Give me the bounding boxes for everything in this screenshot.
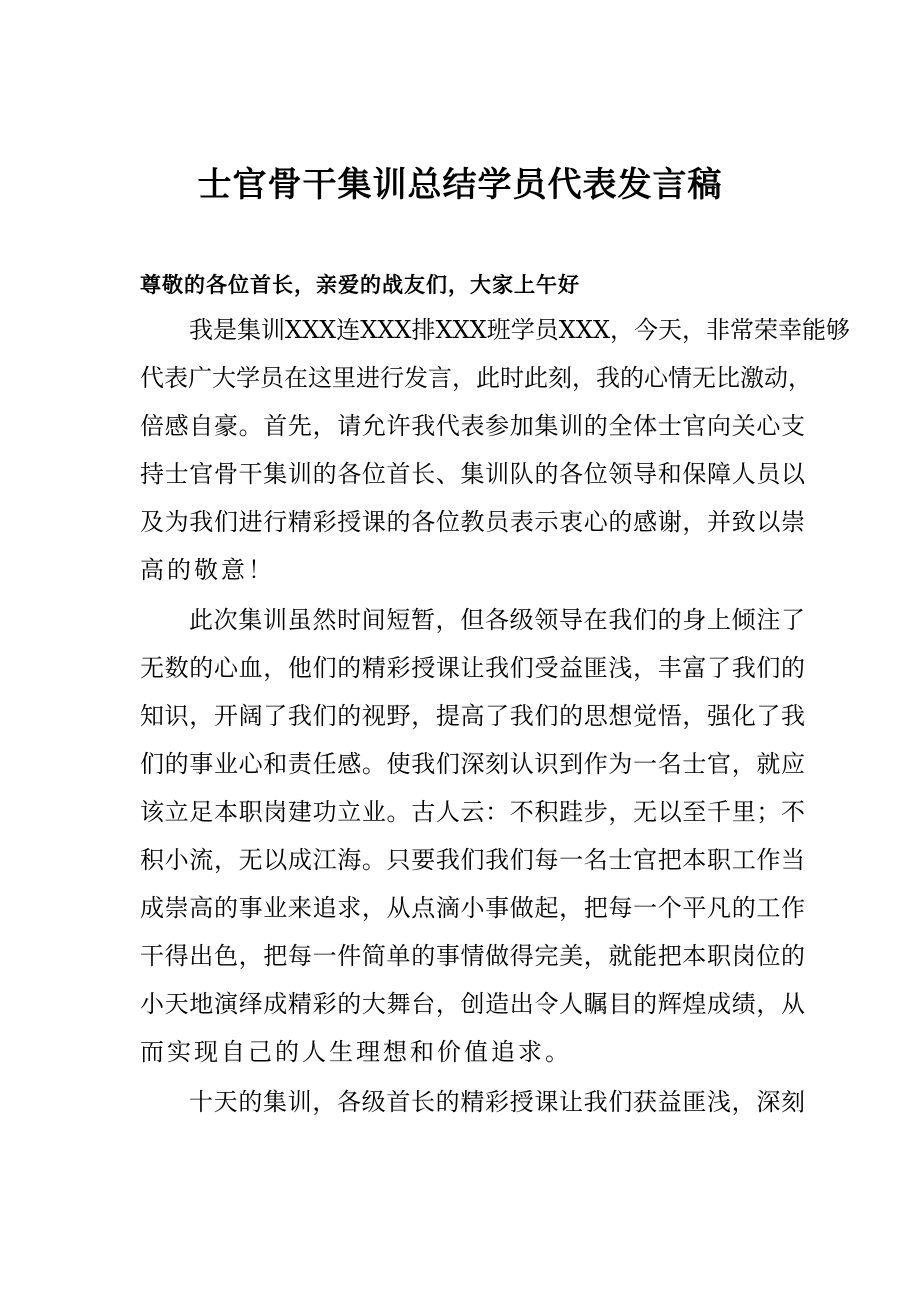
text-line: 们的事业心和责任感。使我们深刻认识到作为一名士官，就应 — [140, 750, 805, 778]
text-line: 高的敬意！ — [140, 556, 275, 584]
text-line: 而实现自己的人生理想和价值追求。 — [140, 1038, 572, 1066]
text-line: 持士官骨干集训的各位首长、集训队的各位领导和保障人员以 — [140, 460, 805, 488]
text-line: 成崇高的事业来追求，从点滴小事做起，把每一个平凡的工作 — [140, 894, 805, 922]
text-line: 及为我们进行精彩授课的各位教员表示衷心的感谢，并致以崇 — [140, 508, 805, 536]
text-line: 小天地演绎成精彩的大舞台，创造出令人瞩目的辉煌成绩，从 — [140, 990, 805, 1018]
text-line: 积小流，无以成江海。只要我们我们每一名士官把本职工作当 — [140, 846, 805, 874]
text-line: 干得出色，把每一件简单的事情做得完美，就能把本职岗位的 — [140, 942, 805, 970]
document-body — [140, 306, 851, 1128]
text-line: 我是集训XXX连XXX排XXX班学员XXX，今天，非常荣幸能够 — [189, 316, 851, 344]
text-line: 十天的集训，各级首长的精彩授课让我们获益匪浅，深刻 — [189, 1088, 805, 1116]
text-line: 该立足本职岗建功立业。古人云：不积跬步，无以至千里；不 — [140, 798, 805, 826]
paragraph-3 — [140, 1078, 805, 1126]
text-line: 代表广大学员在这里进行发言，此时此刻，我的心情无比激动， — [140, 364, 812, 392]
document-title: 士官骨干集训总结学员代表发言稿 — [197, 165, 723, 205]
text-line: 此次集训虽然时间短暂，但各级领导在我们的身上倾注了 — [189, 606, 805, 634]
text-line: 倍感自豪。首先，请允许我代表参加集训的全体士官向关心支 — [140, 412, 805, 440]
text-line: 知识，开阔了我们的视野，提高了我们的思想觉悟，强化了我 — [140, 702, 805, 730]
text-line: 无数的心血，他们的精彩授课让我们受益匪浅，丰富了我们的 — [140, 654, 805, 682]
paragraph-1 — [140, 306, 851, 594]
paragraph-2 — [140, 596, 805, 1076]
greeting: 尊敬的各位首长，亲爱的战友们，大家上午好 — [140, 272, 580, 297]
